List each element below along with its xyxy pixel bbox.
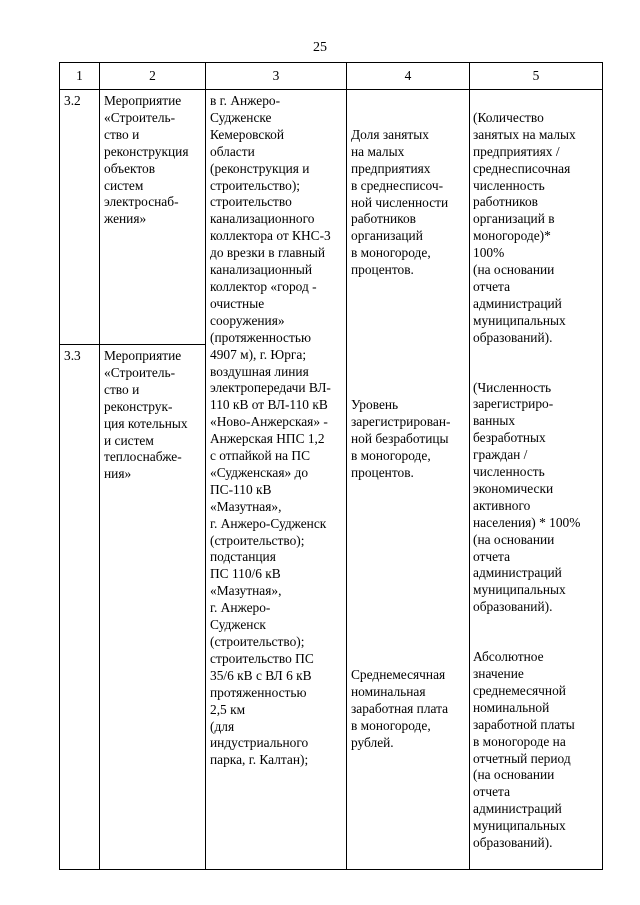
event-cell (100, 90, 206, 345)
page-number: 25 (313, 40, 327, 55)
indicator-small-business-share: Доля занятых на малых предприятиях в среднесписоч- ной численности работников организаций в моногороде, процентов. (351, 126, 449, 278)
indicator-unemployment-rate: Уровень зарегистрирован- ной безработицы в моногороде, процентов. (351, 396, 451, 480)
header-row (60, 63, 603, 90)
row-number: 3.2 (64, 93, 81, 108)
column-header-4: 4 (347, 63, 470, 90)
method-average-salary: Абсолютное значение среднемесячной номинальной заработной платы в моногороде на отчетный период (на основании отчета администраций муниципальных образований). (473, 649, 575, 851)
column-header-3: 3 (206, 63, 347, 90)
row-number: 3.3 (64, 348, 81, 363)
methods-cell (470, 90, 603, 870)
program-table (59, 62, 603, 870)
indicator-average-salary: Среднемесячная номинальная заработная плата в моногороде, рублей. (351, 667, 449, 751)
indicators-cell (347, 90, 470, 870)
location-cell (206, 90, 347, 870)
row-number-cell (60, 345, 100, 870)
event-cell (100, 345, 206, 870)
event-name: Мероприятие «Строитель- ство и реконструкция объектов систем электроснаб- жения» (104, 93, 189, 227)
table-row (60, 90, 603, 345)
location-text: в г. Анжеро- Судженске Кемеровской области (реконструкция и строительство); строительство канализационного коллектора от КНС-3 до врезки в главный канализационный коллектор «город - очистные сооружения» (протяженностью 4907 м), г. Юрга; воздушная линия электропередачи ВЛ- 110 кВ от ВЛ-110 кВ «Ново-Анжерская» - Анжерская НПС 1,2 с отпайкой на ПС «Судженская» до ПС-110 кВ «Мазутная», г. Анжеро-Судженск (строительство); подстанция ПС 110/6 кВ «Мазутная», г. Анжеро- Судженск (строительство); строительство ПС 35/6 кВ с ВЛ 6 кВ протяженностью 2,5 км (для индустриального парка, г. Калтан); (210, 93, 331, 768)
column-header-2: 2 (100, 63, 206, 90)
column-header-5: 5 (470, 63, 603, 90)
event-name: Мероприятие «Строитель- ство и реконструк- ция котельных и систем теплоснабже- ния» (104, 348, 188, 482)
row-number-cell (60, 90, 100, 345)
column-header-1: 1 (60, 63, 100, 90)
method-unemployment-rate: (Численность зарегистриро- ванных безработных граждан / численность экономически активного населения) * 100% (на основании отчета администраций муниципальных образований). (473, 379, 581, 615)
method-small-business-share: (Количество занятых на малых предприятиях / среднесписочная численность работников организаций в моногороде)* 100% (на основании отчета администраций муниципальных образований). (473, 109, 576, 345)
